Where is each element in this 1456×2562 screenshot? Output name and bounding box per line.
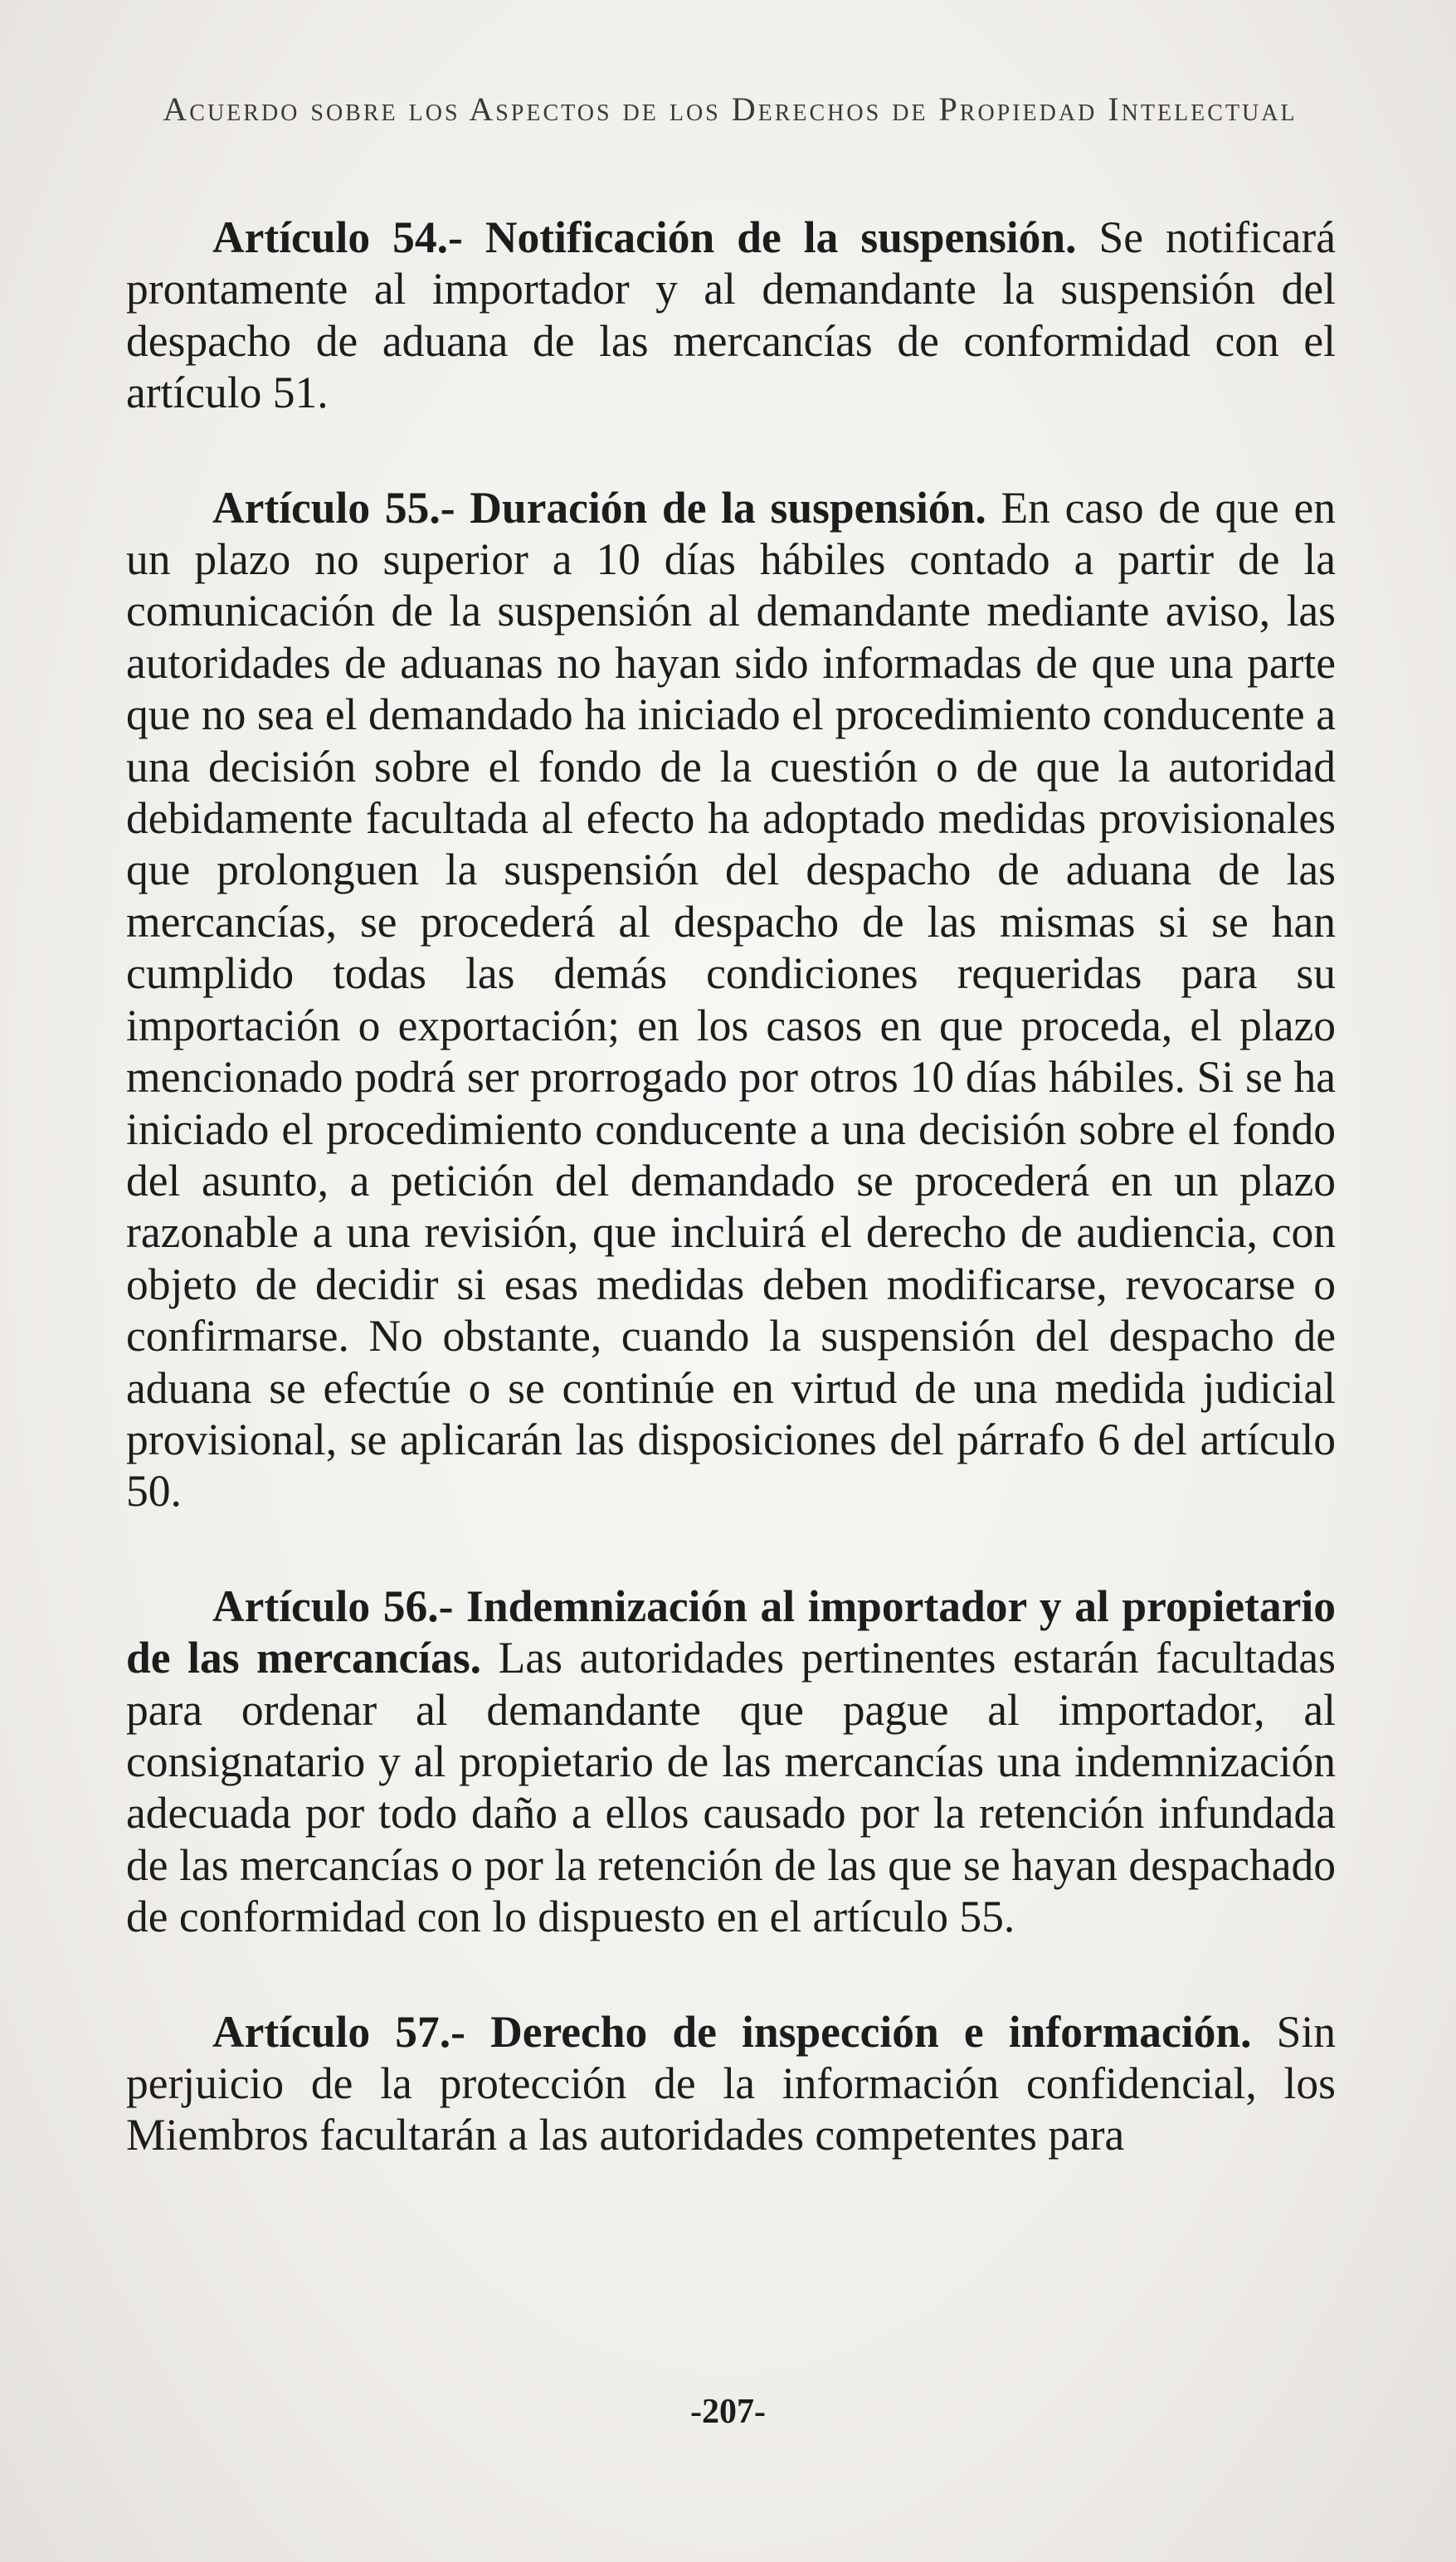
article-text: Se notificará prontamente al importador y al demandante la suspensión del despacho de aduana de las mercancías de conformidad con el artículo 51. (126, 212, 1336, 418)
article-text: Sin perjuicio de la protección de la información confidencial, los Miembros facultarán a las autoridades competentes para (126, 2006, 1336, 2160)
article-heading: Artículo 54.- Notificación de la suspensión. (212, 212, 1077, 262)
page-number: -207- (690, 2393, 766, 2431)
article-heading: Artículo 55.- Duración de la suspensión. (212, 482, 986, 533)
article-54 (126, 212, 1336, 419)
article-heading: Artículo 57.- Derecho de inspección e información. (212, 2006, 1252, 2057)
article-56 (126, 1581, 1336, 1943)
article-text: En caso de que en un plazo no superior a 10 días hábiles contado a partir de la comunicación de la suspensión al demandante mediante aviso, las autoridades de aduanas no hayan sido informadas de que una parte que no sea el demandado ha iniciado el procedimiento conducente a una decisión sobre el fondo de la cuestión o de que la autoridad debidamente facultada al efecto ha adoptado medidas provisionales que prolonguen la suspensión del despacho de aduana de las mercancías, se procederá al despacho de las mismas si se han cumplido todas las demás condiciones requeridas para su importación o exportación; en los casos en que proceda, el plazo mencionado podrá ser prorrogado por otros 10 días hábiles. Si se ha iniciado el procedimiento conducente a una decisión sobre el fondo del asunto, a petición del demandado se procederá en un plazo razonable a una revisión, que incluirá el derecho de audiencia, con objeto de decidir si esas medidas deben modificarse, revocarse o confirmarse. No obstante, cuando la suspensión del despacho de aduana se efectúe o se continúe en virtud de una medida judicial provisional, se aplicarán las disposiciones del párrafo 6 del artículo 50. (126, 482, 1337, 1517)
body-text (126, 212, 1336, 2224)
article-text: Las autoridades pertinentes estarán facultadas para ordenar al demandante que pague al importador, al consignatario y al propietario de las mercancías una indemnización adecuada por todo daño a ellos causado por la retención infundada de las mercancías o por la retención de las que se hayan despachado de conformidad con lo dispuesto en el artículo 55. (126, 1633, 1336, 1942)
article-55 (126, 482, 1336, 1517)
article-heading: Artículo 56.- Indemnización al importador y al propietario de las mercancías. (126, 1581, 1336, 1683)
running-header: Acuerdo sobre los Aspectos de los Derechos de Propiedad Intelectual (163, 90, 1298, 128)
article-57 (126, 2006, 1336, 2161)
